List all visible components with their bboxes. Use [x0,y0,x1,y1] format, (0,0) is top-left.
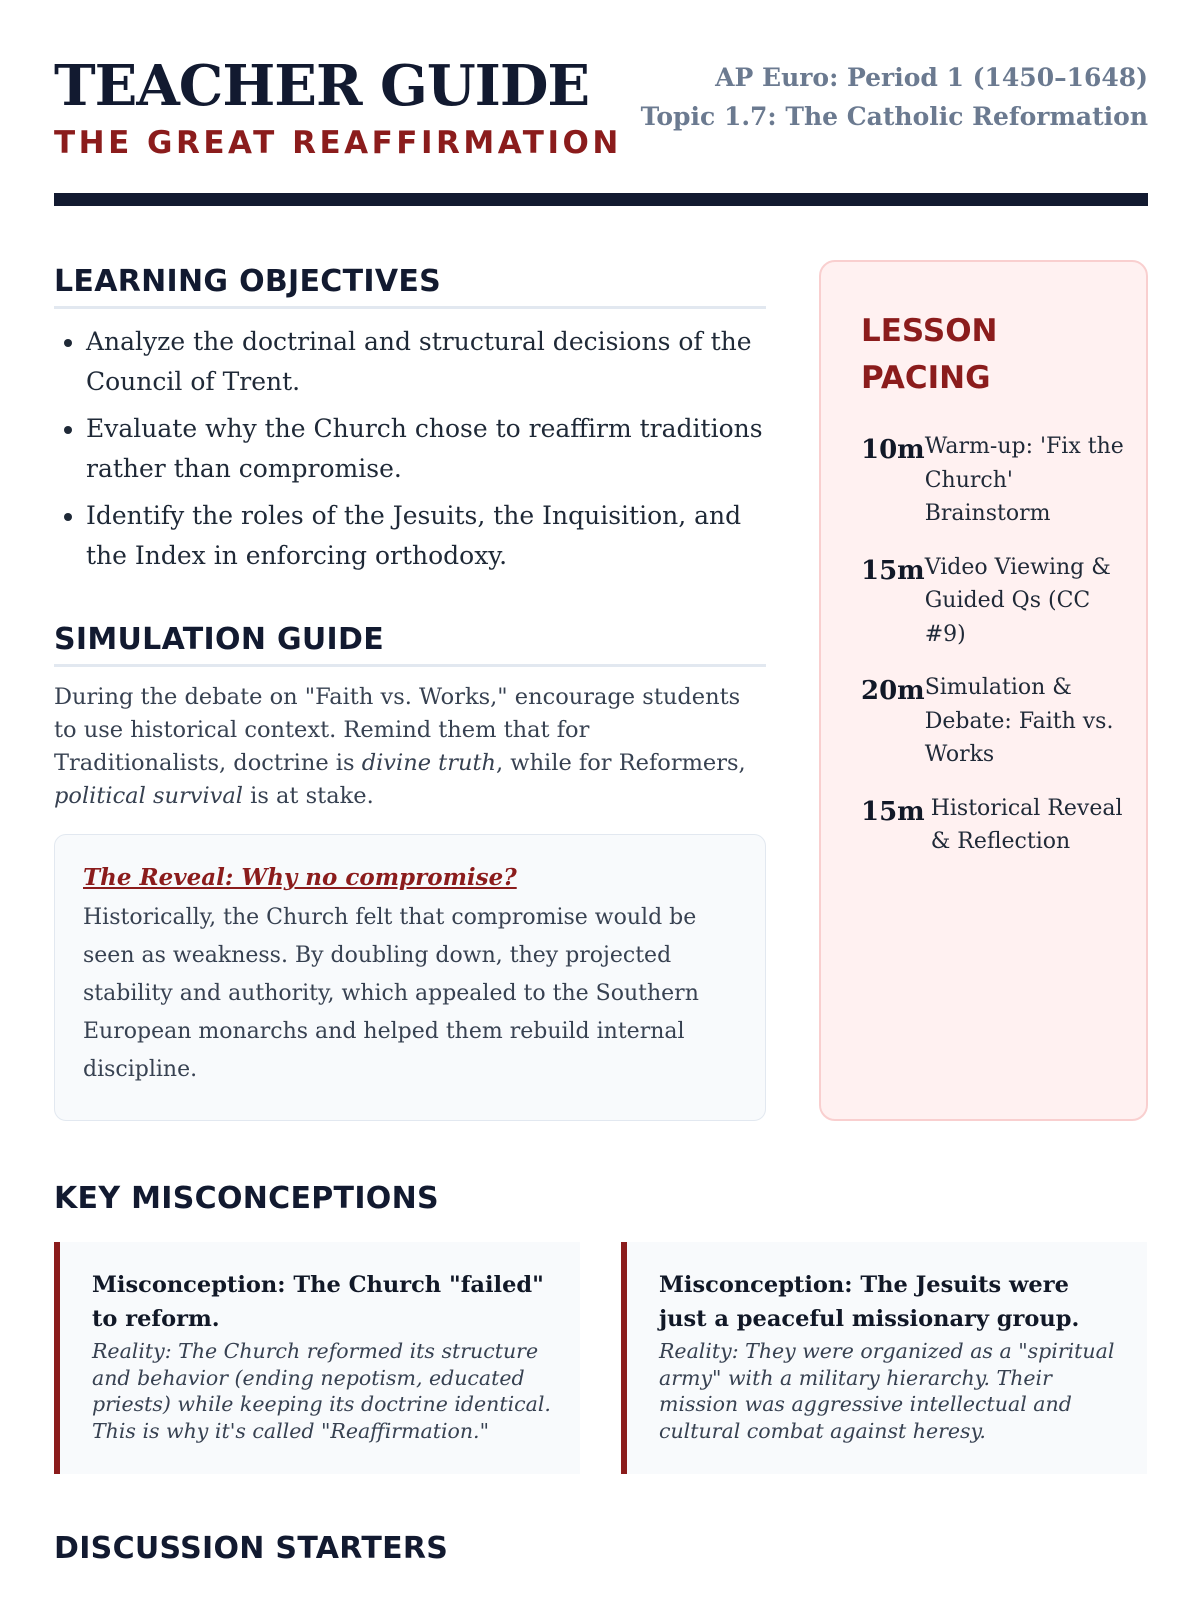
misconceptions-heading: KEY MISCONCEPTIONS [54,1181,439,1216]
pacing-activity: Warm-up: 'Fix the Church' Brainstorm [924,434,1124,526]
simulation-emphasis: political survival [54,783,243,809]
discussion-heading: DISCUSSION STARTERS [54,1531,449,1566]
pacing-item [861,794,1124,859]
teacher-guide-page [54,0,1148,1600]
pacing-item [861,673,1124,772]
simulation-heading: SIMULATION GUIDE [54,625,766,667]
pacing-title [861,308,1124,402]
pacing-activity: Historical Reveal & Reflection [930,795,1123,854]
pacing-item [861,432,1124,531]
objective-item: • Identify the roles of the Jesuits, the Inquisition, and the Index in enforcing orthodoxy. [86,496,766,576]
misconception-reality: Reality: The Church reformed its structure and behavior (ending nepotism, educated priests) while keeping its doctrine identical. This is why it's called "Reaffirmation." [92,1339,551,1443]
misconception-title: Misconception: The Church "failed" to reform. [92,1272,544,1332]
reveal-text: Historically, the Church felt that compromise would be seen as weakness. By doubling down, they projected stability and authority, which appealed to the Southern European monarchs and helped them rebuild internal discipline. [83,905,699,1082]
simulation-text: During the debate on "Faith vs. Works," encourage students to use historical context. Remind them that for Traditionalists, doctrine is [54,684,741,776]
page-title: TEACHER GUIDE [54,53,590,119]
header-divider [54,193,1148,206]
pacing-title-line: PACING [861,360,991,396]
objective-item: • Evaluate why the Church chose to reaffirm traditions rather than compromise. [86,409,766,489]
pacing-title-line: LESSON [861,313,998,349]
pacing-minutes: 20m [861,676,925,706]
page-subtitle: THE GREAT REAFFIRMATION [54,125,622,161]
lesson-pacing-panel [819,260,1148,1121]
misconception-card [54,1242,580,1474]
pacing-activity: Video Viewing & Guided Qs (CC #9) [924,554,1111,647]
simulation-text: is at stake. [242,783,374,809]
objectives-list [54,322,766,583]
pacing-minutes: 15m [861,796,925,827]
topic-label: Topic 1.7: The Catholic Reformation [640,102,1148,131]
reveal-box [54,834,766,1121]
objectives-heading: LEARNING OBJECTIVES [54,267,766,309]
course-label: AP Euro: Period 1 (1450–1648) [715,63,1148,92]
pacing-activity: Simulation & Debate: Faith vs. Works [924,675,1114,767]
objective-item: • Analyze the doctrinal and structural decisions of the Council of Trent. [86,322,766,402]
simulation-body [54,681,766,813]
pacing-minutes: 15m [861,555,925,586]
simulation-emphasis: divine truth [361,750,496,776]
reveal-title: The Reveal: Why no compromise? [83,864,517,891]
misconception-card [621,1242,1147,1474]
pacing-minutes: 10m [861,435,925,465]
misconception-title: Misconception: The Jesuits were just a peaceful missionary group. [659,1272,1080,1332]
course-meta [641,58,1148,136]
pacing-item [861,553,1124,652]
misconception-reality: Reality: They were organized as a "spiritual army" with a military hierarchy. Their mission was aggressive intellectual and cultural combat against heresy. [659,1339,1115,1443]
simulation-text: , while for Reformers, [496,750,746,776]
